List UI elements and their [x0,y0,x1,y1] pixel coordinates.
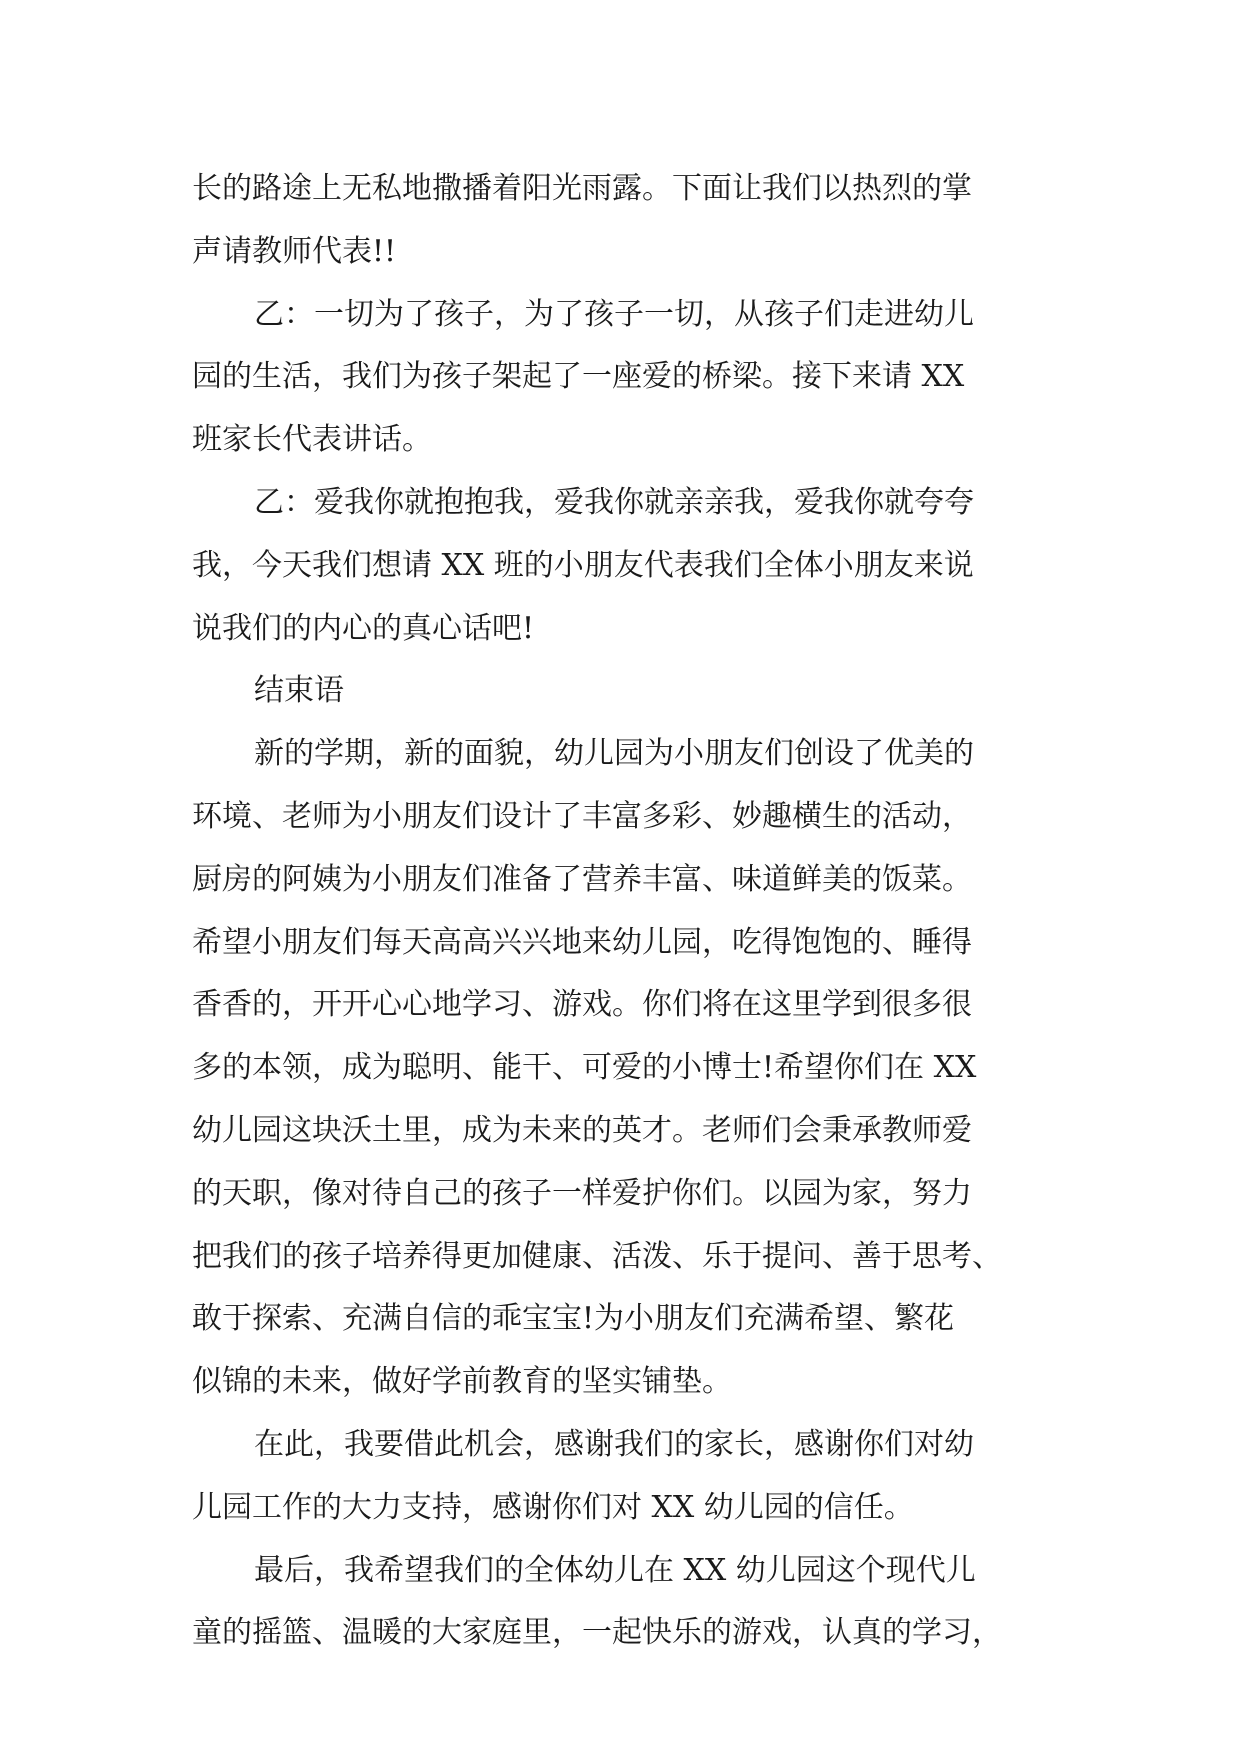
body-line: 似锦的未来，做好学前教育的坚实铺垫。 [192,1364,732,1400]
document-body [192,158,1052,1665]
body-line: 最后，我希望我们的全体幼儿在 XX 幼儿园这个现代儿 [254,1552,976,1588]
body-line: 童的摇篮、温暖的大家庭里，一起快乐的游戏，认真的学习， [192,1615,1002,1651]
body-line: 儿园工作的大力支持，感谢你们对 XX 幼儿园的信任。 [192,1489,914,1525]
body-line: 香香的，开开心心地学习、游戏。你们将在这里学到很多很 [192,987,972,1023]
body-line: 声请教师代表!! [192,233,397,269]
body-line: 园的生活，我们为孩子架起了一座爱的桥梁。接下来请 XX [192,359,965,395]
body-line: 的天职，像对待自己的孩子一样爱护你们。以园为家，努力 [192,1175,972,1211]
body-line: 我，今天我们想请 XX 班的小朋友代表我们全体小朋友来说 [192,547,974,583]
body-line: 多的本领，成为聪明、能干、可爱的小博士!希望你们在 XX [192,1050,977,1086]
body-line: 新的学期，新的面貌，幼儿园为小朋友们创设了优美的 [254,736,974,772]
body-line: 说我们的内心的真心话吧! [192,610,535,646]
body-line: 幼儿园这块沃土里，成为未来的英才。老师们会秉承教师爱 [192,1112,972,1148]
body-line: 把我们的孩子培养得更加健康、活泼、乐于提问、善于思考、 [192,1238,1002,1274]
body-line: 厨房的阿姨为小朋友们准备了营养丰富、味道鲜美的饭菜。 [192,861,972,897]
body-line: 环境、老师为小朋友们设计了丰富多彩、妙趣横生的活动， [192,798,972,834]
body-line: 长的路途上无私地撒播着阳光雨露。下面让我们以热烈的掌 [192,171,972,206]
body-line: 班家长代表讲话。 [192,422,432,458]
body-line: 乙：一切为了孩子，为了孩子一切，从孩子们走进幼儿 [254,296,974,332]
body-line: 希望小朋友们每天高高兴兴地来幼儿园，吃得饱饱的、睡得 [192,924,972,960]
section-heading: 结束语 [254,673,344,709]
body-line: 在此，我要借此机会，感谢我们的家长，感谢你们对幼 [254,1426,974,1462]
body-line: 敢于探索、充满自信的乖宝宝!为小朋友们充满希望、繁花 [192,1301,955,1337]
body-line: 乙：爱我你就抱抱我，爱我你就亲亲我，爱我你就夸夸 [254,484,974,520]
